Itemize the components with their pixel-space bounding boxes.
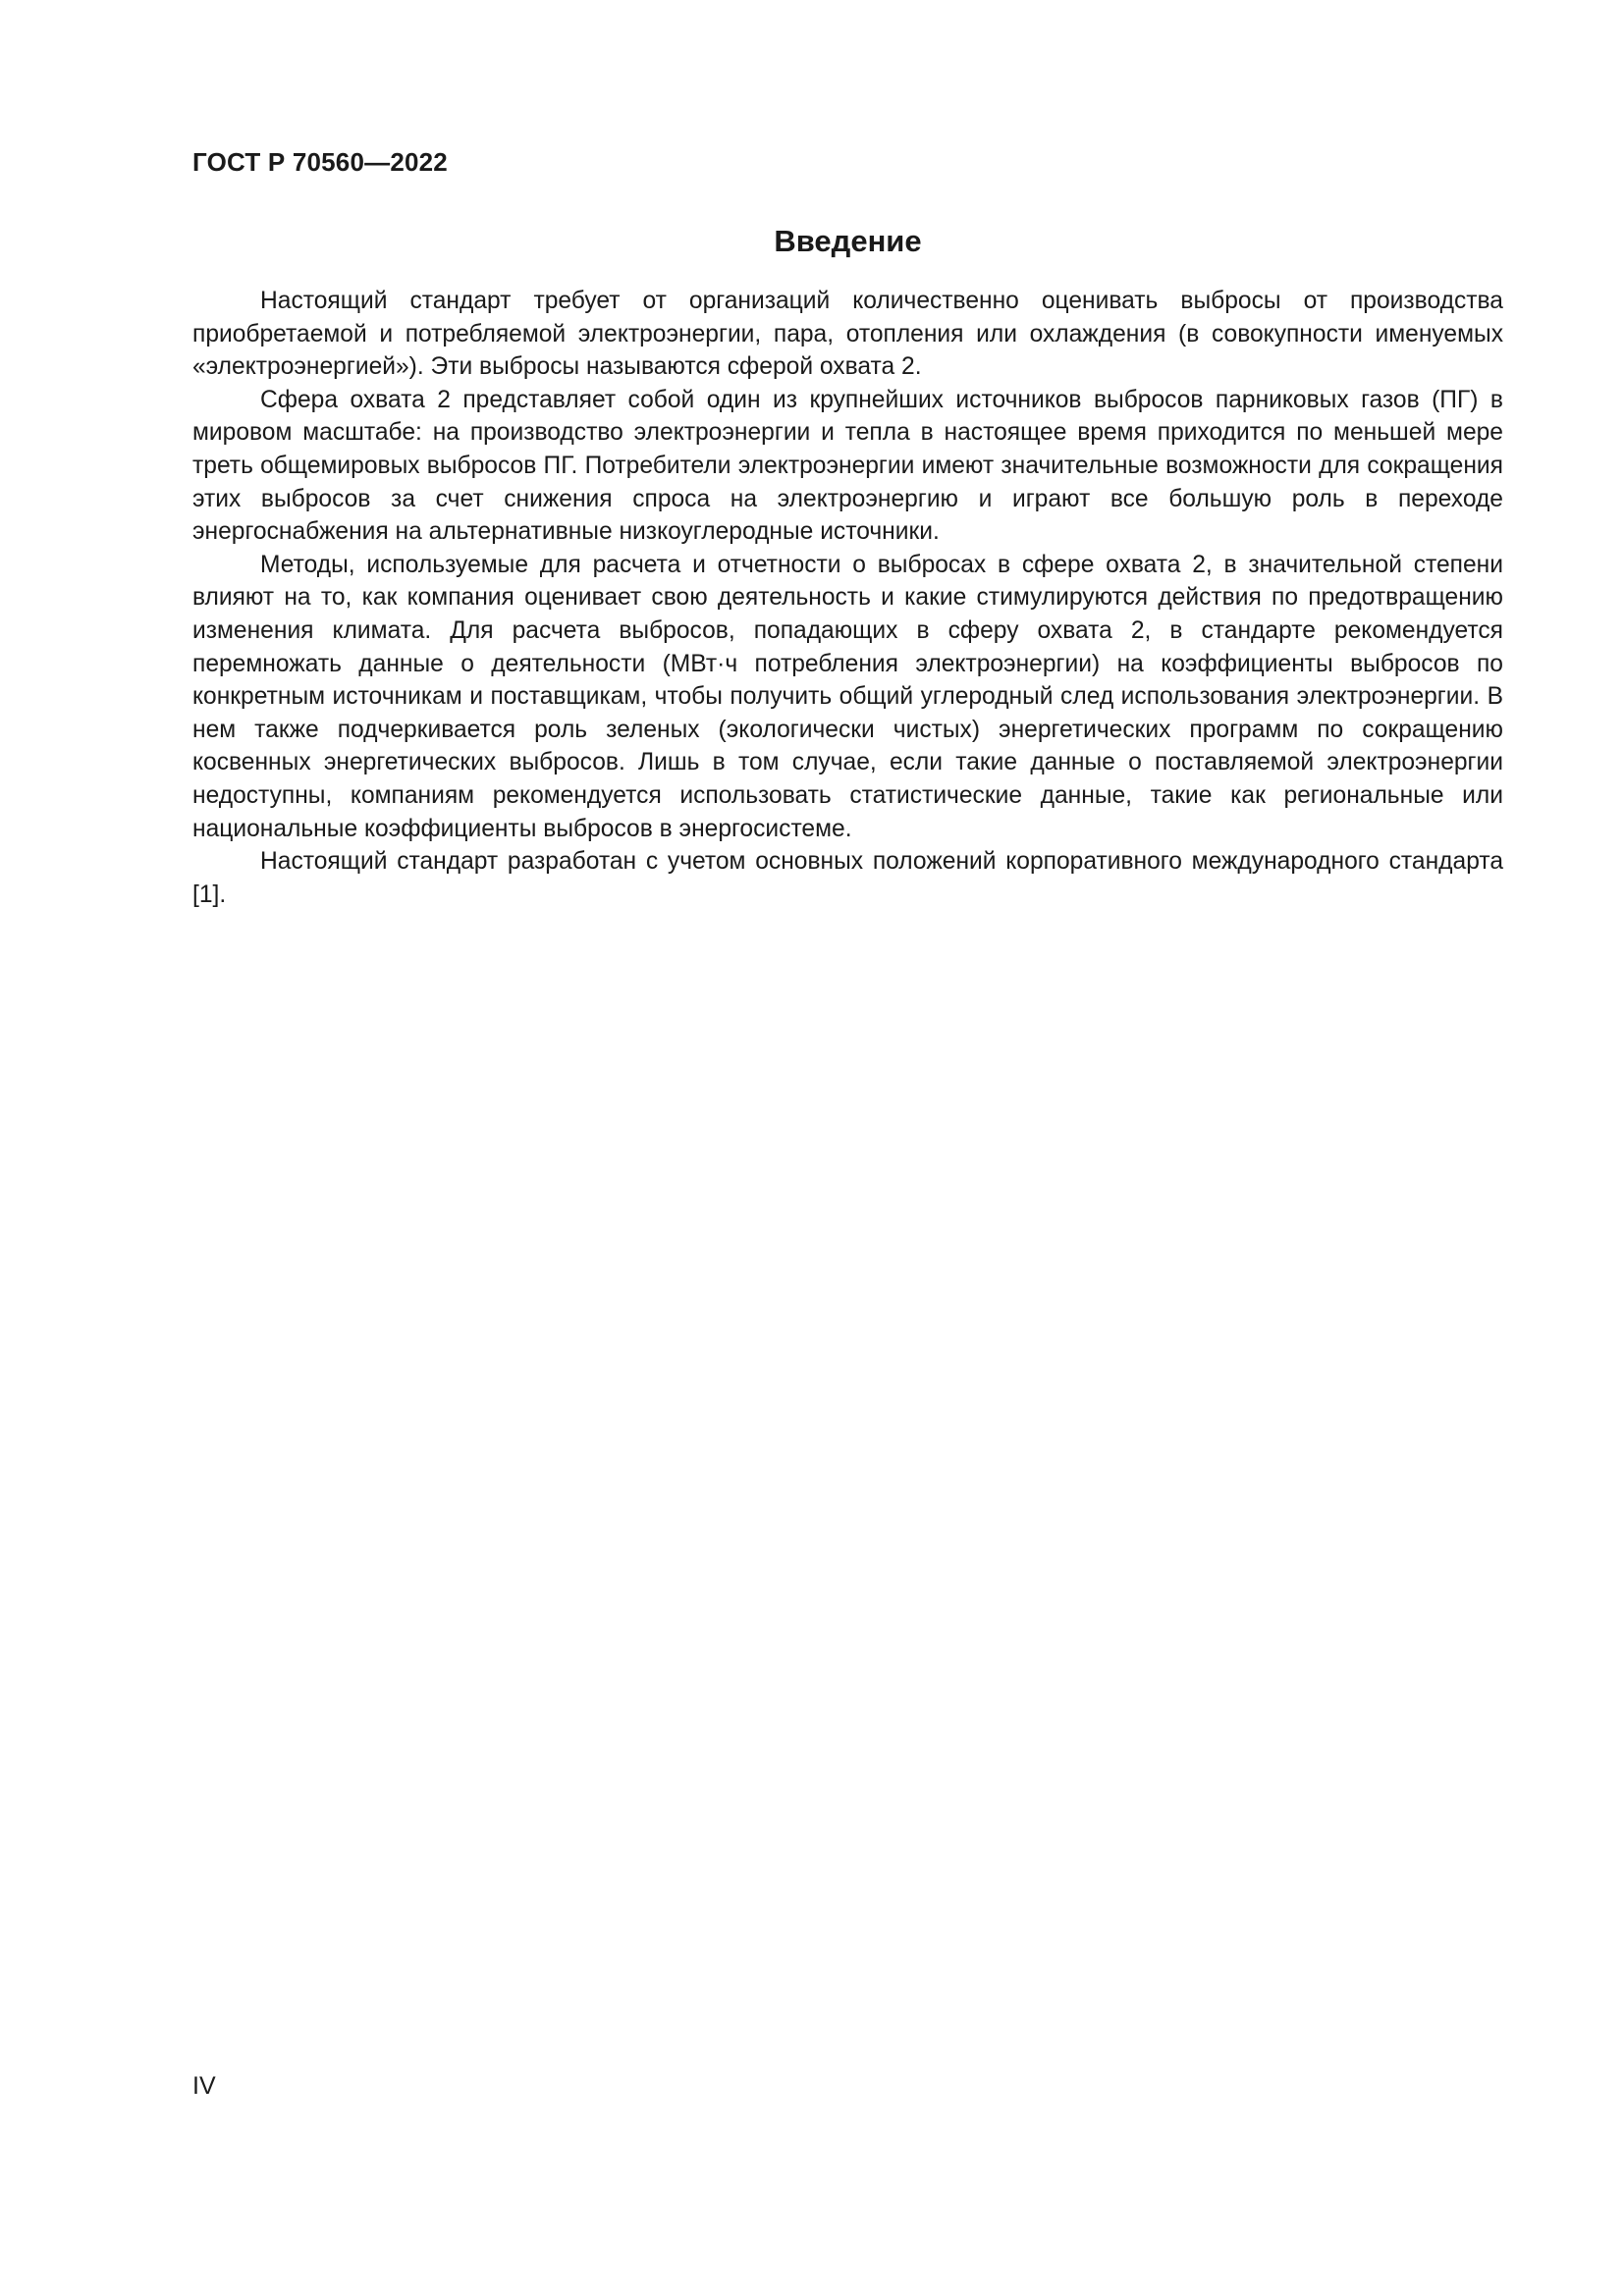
paragraph: Сфера охвата 2 представляет собой один из крупнейших источников выбросов парниковых газов (ПГ) в мировом масштабе: на производство электроэнергии и тепла в настоящее время приходится по меньшей мере треть общемировых выбросов ПГ. Потребители электроэнергии имеют значительные возможности для сокращения этих выбросов за счет снижения спроса на электроэнергию и играют все большую роль в переходе энергоснабжения на альтернативные низкоуглеродные источники. — [192, 386, 1503, 546]
paragraph: Настоящий стандарт разработан с учетом основных положений корпоративного международного стандарта [1]. — [192, 848, 1503, 908]
body-text — [192, 285, 1503, 911]
section-title: Введение — [774, 224, 922, 258]
paragraph: Настоящий стандарт требует от организаций количественно оценивать выбросы от производства приобретаемой и потребляемой электроэнергии, пара, отопления или охлаждения (в совокупности именуемых «электроэнергией»). Эти выбросы называются сферой охвата 2. — [192, 288, 1503, 381]
page-number: IV — [192, 2072, 216, 2100]
paragraph: Методы, используемые для расчета и отчетности о выбросах в сфере охвата 2, в значительной степени влияют на то, как компания оценивает свою деятельность и какие стимулируются действия по предотвращению изменения климата. Для расчета выбросов, попадающих в сферу охвата 2, в стандарте рекомендуется перемножать данные о деятельности (МВт·ч потребления электроэнергии) на коэффициенты выбросов по конкретным источникам и поставщикам, чтобы получить общий углеродный след использования электроэнергии. В нем также подчеркивается роль зеленых (экологически чистых) энергетических программ по сокращению косвенных энергетических выбросов. Лишь в том случае, если такие данные о поставляемой электроэнергии недоступны, компаниям рекомендуется использовать статистические данные, такие как региональные или национальные коэффициенты выбросов в энергосистеме. — [192, 551, 1503, 842]
running-header: ГОСТ Р 70560—2022 — [192, 147, 448, 177]
